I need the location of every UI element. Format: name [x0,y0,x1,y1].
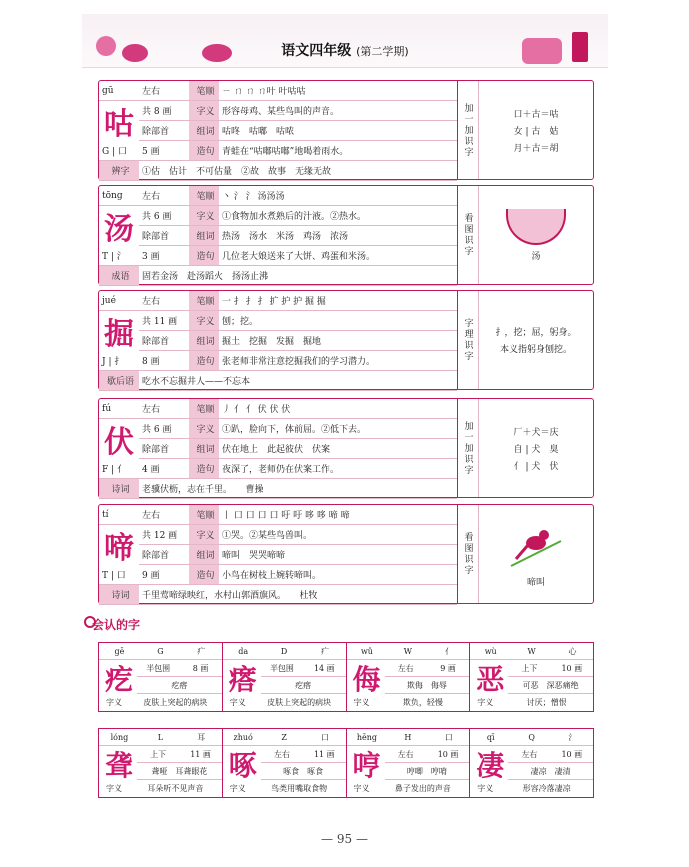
card-strokes: 共 12 画 [139,525,189,545]
grid-row-2 [98,728,594,798]
card-sentence-label: 造句 [189,565,219,585]
card-extra-label: 歇后语 [99,371,139,391]
grid-pinyin: wǔ [360,646,373,656]
card-extra-label: 辨字 [99,161,139,181]
grid-meaning-label: 字义 [477,784,494,793]
card-char: 伏 [104,425,134,460]
card-right-line: 女 | 古 姑 [513,126,559,137]
card-right-line: 口＋古＝咕 [513,109,559,120]
grid-char: 侮 [352,663,381,696]
card-extra-label: 诗词 [99,585,139,605]
grid-words: 疙瘩 [171,680,188,690]
card-index: F | 亻 [99,459,139,479]
card-word-label: 组词 [189,545,219,565]
card-right-line: 本义指躬身刨挖。 [499,345,572,355]
grid-char: 瘩 [228,663,257,696]
recognize-char-card [223,729,347,797]
card-extra: 固若金汤 赴汤蹈火 扬汤止沸 [139,266,457,286]
page-title: 语文四年级 (第二学期) [281,43,409,59]
card-radical-strokes: 9 画 [139,565,189,585]
grid-structure: 左右 [397,663,414,673]
grid-pinyin: zhuó [233,732,253,742]
card-index: T | 氵 [99,246,139,266]
grid-meaning-label: 字义 [229,784,246,793]
card-pinyin: tōng [99,186,139,206]
card-method: 加一加识字 [457,399,479,497]
card-radical-strokes: 4 画 [139,459,189,479]
grid-letter: Q [528,732,535,742]
recognize-char-card [470,729,593,797]
grid-words: 啄食 啄食 [283,766,324,776]
card-meaning: 刨；挖。 [219,311,457,331]
card-strokes: 共 6 画 [139,419,189,439]
card-stroke-label: 笔顺 [189,186,219,206]
card-right-box [479,186,593,284]
bowl-icon [506,209,566,245]
card-meaning: ①趴，脸向下，体前屈。②低下去。 [219,419,457,439]
grid-radical: 心 [568,646,577,656]
card-right-box [479,291,593,389]
card-radical: 除部首 [139,226,189,246]
card-extra: 吃水不忘掘井人——不忘本 [139,371,457,391]
card-word-label: 组词 [189,226,219,246]
card-radical: 除部首 [139,545,189,565]
grid-pinyin: wù [484,646,497,656]
card-method: 加一加识字 [457,81,479,179]
card-index: T | 口 [99,565,139,585]
card-pinyin: gū [99,81,139,101]
card-words: 啼叫 哭哭啼啼 [219,545,457,565]
header-banner [82,14,608,68]
grid-meaning: 讨厌；憎恨 [526,698,567,707]
bird-icon [506,521,566,571]
grid-structure: 左右 [273,749,290,759]
card-right-box [479,399,593,497]
card-words: 热汤 汤水 米汤 鸡汤 浓汤 [219,226,457,246]
grid-row-1 [98,642,594,712]
card-words: 伏在地上 此起彼伏 伏案 [219,439,457,459]
card-strokes: 共 8 画 [139,101,189,121]
card-words: 掘土 挖掘 发掘 掘地 [219,331,457,351]
card-right-line: 厂＋犬＝庆 [513,427,559,438]
grid-letter: W [403,646,412,656]
recognize-char-card [347,729,471,797]
card-sentence: 张老师非常注意挖掘我们的学习潜力。 [219,351,457,371]
card-stroke: 丿 亻 亻 伏 伏 伏 [219,399,457,419]
card-method: 看图识字 [457,186,479,284]
grid-pinyin: gē [114,646,125,656]
grid-meaning-label: 字义 [353,698,370,707]
grid-meaning-label: 字义 [353,784,370,793]
grid-meaning: 鸟类用嘴取食物 [271,784,328,793]
recognize-char-card [99,643,223,711]
grid-words: 凄凉 凄清 [530,766,571,776]
card-radical: 除部首 [139,331,189,351]
card-right-line: 月＋古＝胡 [513,143,559,154]
card-pinyin: fú [99,399,139,419]
grid-char: 凄 [476,749,505,782]
card-extra: 老骥伏枥，志在千里。 曹操 [139,479,457,499]
card-meaning-label: 字义 [189,101,219,121]
grid-meaning-label: 字义 [106,784,122,793]
char-card [98,504,594,604]
card-structure: 左右 [139,186,189,206]
card-char: 汤 [104,212,134,247]
grid-char: 恶 [476,663,505,696]
card-sentence-label: 造句 [189,459,219,479]
grid-letter: G [157,646,164,656]
grid-pinyin: hēng [356,732,378,742]
grid-letter: D [280,646,288,656]
card-word-label: 组词 [189,439,219,459]
grid-radical: 疒 [321,646,330,656]
grid-radical: 口 [444,732,453,742]
grid-pinyin: qī [486,732,495,742]
card-structure: 左右 [139,81,189,101]
card-right-line: 汤 [531,251,541,262]
card-right-box [479,505,593,603]
grid-strokes: 14 画 [313,663,335,673]
grid-strokes: 9 画 [440,663,456,673]
card-meaning: ①食物加水煮熟后的汁液。②热水。 [219,206,457,226]
grid-meaning-label: 字义 [229,698,246,707]
grid-radical: 氵 [568,732,577,742]
grid-structure: 上下 [150,749,167,759]
grid-meaning: 欺负，轻慢 [402,698,443,707]
card-extra: ①估 估计 不可估量 ②故 故事 无缘无故 [139,161,457,181]
grid-words: 可恶 深恶痛绝 [522,680,579,690]
card-right-line: 啼叫 [526,577,545,588]
card-char: 掘 [104,317,134,352]
grid-pinyin: lóng [110,732,129,742]
grid-meaning: 皮肤上突起的病块 [267,698,332,707]
recognize-char-card [223,643,347,711]
grid-words: 哼唧 哼唷 [406,766,447,776]
card-sentence: 小鸟在树枝上婉转啼叫。 [219,565,457,585]
grid-char: 哼 [352,749,381,782]
card-words: 咕咚 咕嘟 咕哝 [219,121,457,141]
grid-structure: 上下 [521,663,538,673]
recognize-char-card [347,643,471,711]
card-radical-strokes: 5 画 [139,141,189,161]
card-radical: 除部首 [139,439,189,459]
card-radical-strokes: 3 画 [139,246,189,266]
grid-radical: 耳 [197,732,206,742]
card-index: G | 口 [99,141,139,161]
card-stroke: 一 扌 扌 扌 扩 护 护 掘 掘 [219,291,457,311]
card-structure: 左右 [139,399,189,419]
card-extra-label: 诗词 [99,479,139,499]
card-stroke: 丶 氵 氵 汤汤汤 [219,186,457,206]
card-strokes: 共 11 画 [139,311,189,331]
card-meaning-label: 字义 [189,419,219,439]
grid-structure: 左右 [521,749,538,759]
card-stroke-label: 笔顺 [189,399,219,419]
card-meaning-label: 字义 [189,311,219,331]
card-stroke-label: 笔顺 [189,81,219,101]
card-strokes: 共 6 画 [139,206,189,226]
card-index: J | 扌 [99,351,139,371]
card-structure: 左右 [139,291,189,311]
card-method: 看图识字 [457,505,479,603]
grid-pinyin: da [238,646,249,656]
section-title: 会认的字 [92,618,141,632]
grid-radical: 口 [321,732,330,742]
grid-structure: 半包围 [146,663,171,673]
grid-letter: Z [281,732,287,742]
card-right-line: 亻 | 犬 伏 [513,461,559,472]
card-sentence-label: 造句 [189,351,219,371]
card-stroke-label: 笔顺 [189,291,219,311]
card-sentence: 夜深了，老师仍在伏案工作。 [219,459,457,479]
grid-char: 啄 [228,749,257,782]
card-meaning-label: 字义 [189,525,219,545]
grid-strokes: 10 画 [561,749,583,759]
card-right-line: 自 | 犬 臭 [513,444,559,455]
card-sentence-label: 造句 [189,141,219,161]
card-stroke: 丨 口 口 口 口 吁 吁 哆 哆 啼 啼 [219,505,457,525]
card-extra-label: 成语 [99,266,139,286]
grid-radical: 亻 [444,646,453,656]
card-meaning: ①哭。②某些鸟兽叫。 [219,525,457,545]
card-char: 咕 [104,107,134,142]
card-meaning-label: 字义 [189,206,219,226]
grid-meaning: 耳朵听不见声音 [147,784,204,793]
page-number: — 95 — [321,832,368,846]
card-pinyin: jué [99,291,139,311]
grid-radical: 疒 [197,646,206,656]
grid-meaning: 形容冷落凄凉 [522,784,571,793]
card-pinyin: tí [99,505,139,525]
grid-letter: H [404,732,412,742]
grid-strokes: 11 画 [313,749,335,759]
grid-meaning: 鼻子发出的声音 [394,784,451,793]
card-right-line: 扌，挖；屈，躬身。 [495,328,577,338]
card-stroke-label: 笔顺 [189,505,219,525]
card-right-box [479,81,593,179]
char-card [98,80,594,180]
card-structure: 左右 [139,505,189,525]
card-stroke: ㄧ ㄇ ㄇ ㄇ叶 叶咕咕 [219,81,457,101]
card-method: 字理识字 [457,291,479,389]
grid-char: 聋 [104,749,133,782]
card-word-label: 组词 [189,331,219,351]
card-sentence: 几位老大娘送来了大饼、鸡蛋和米汤。 [219,246,457,266]
grid-strokes: 10 画 [437,749,459,759]
grid-strokes: 11 画 [190,749,211,759]
grid-meaning: 皮肤上突起的病块 [143,698,208,707]
grid-letter: W [527,646,536,656]
grid-letter: L [157,732,164,742]
card-word-label: 组词 [189,121,219,141]
grid-words: 疙瘩 [295,680,312,690]
recognize-char-card [470,643,593,711]
grid-meaning-label: 字义 [477,698,494,707]
grid-structure: 左右 [397,749,414,759]
card-radical-strokes: 8 画 [139,351,189,371]
card-sentence: 青蛙在“咕嘟咕嘟”地喝着雨水。 [219,141,457,161]
card-char: 啼 [104,531,134,566]
grid-strokes: 10 画 [561,663,583,673]
char-card [98,185,594,285]
card-meaning: 形容母鸡、某些鸟叫的声音。 [219,101,457,121]
grid-char: 疙 [104,663,133,696]
char-card [98,398,594,498]
grid-structure: 半包围 [269,663,294,673]
card-radical: 除部首 [139,121,189,141]
grid-meaning-label: 字义 [106,698,122,707]
grid-words: 聋哑 耳聋眼花 [151,766,208,776]
recognize-char-card [99,729,223,797]
grid-strokes: 8 画 [192,663,209,673]
card-extra: 千里莺啼绿映红，水村山郭酒旗风。 杜牧 [139,585,457,605]
char-card [98,290,594,390]
grid-words: 欺侮 侮辱 [406,680,447,690]
card-sentence-label: 造句 [189,246,219,266]
